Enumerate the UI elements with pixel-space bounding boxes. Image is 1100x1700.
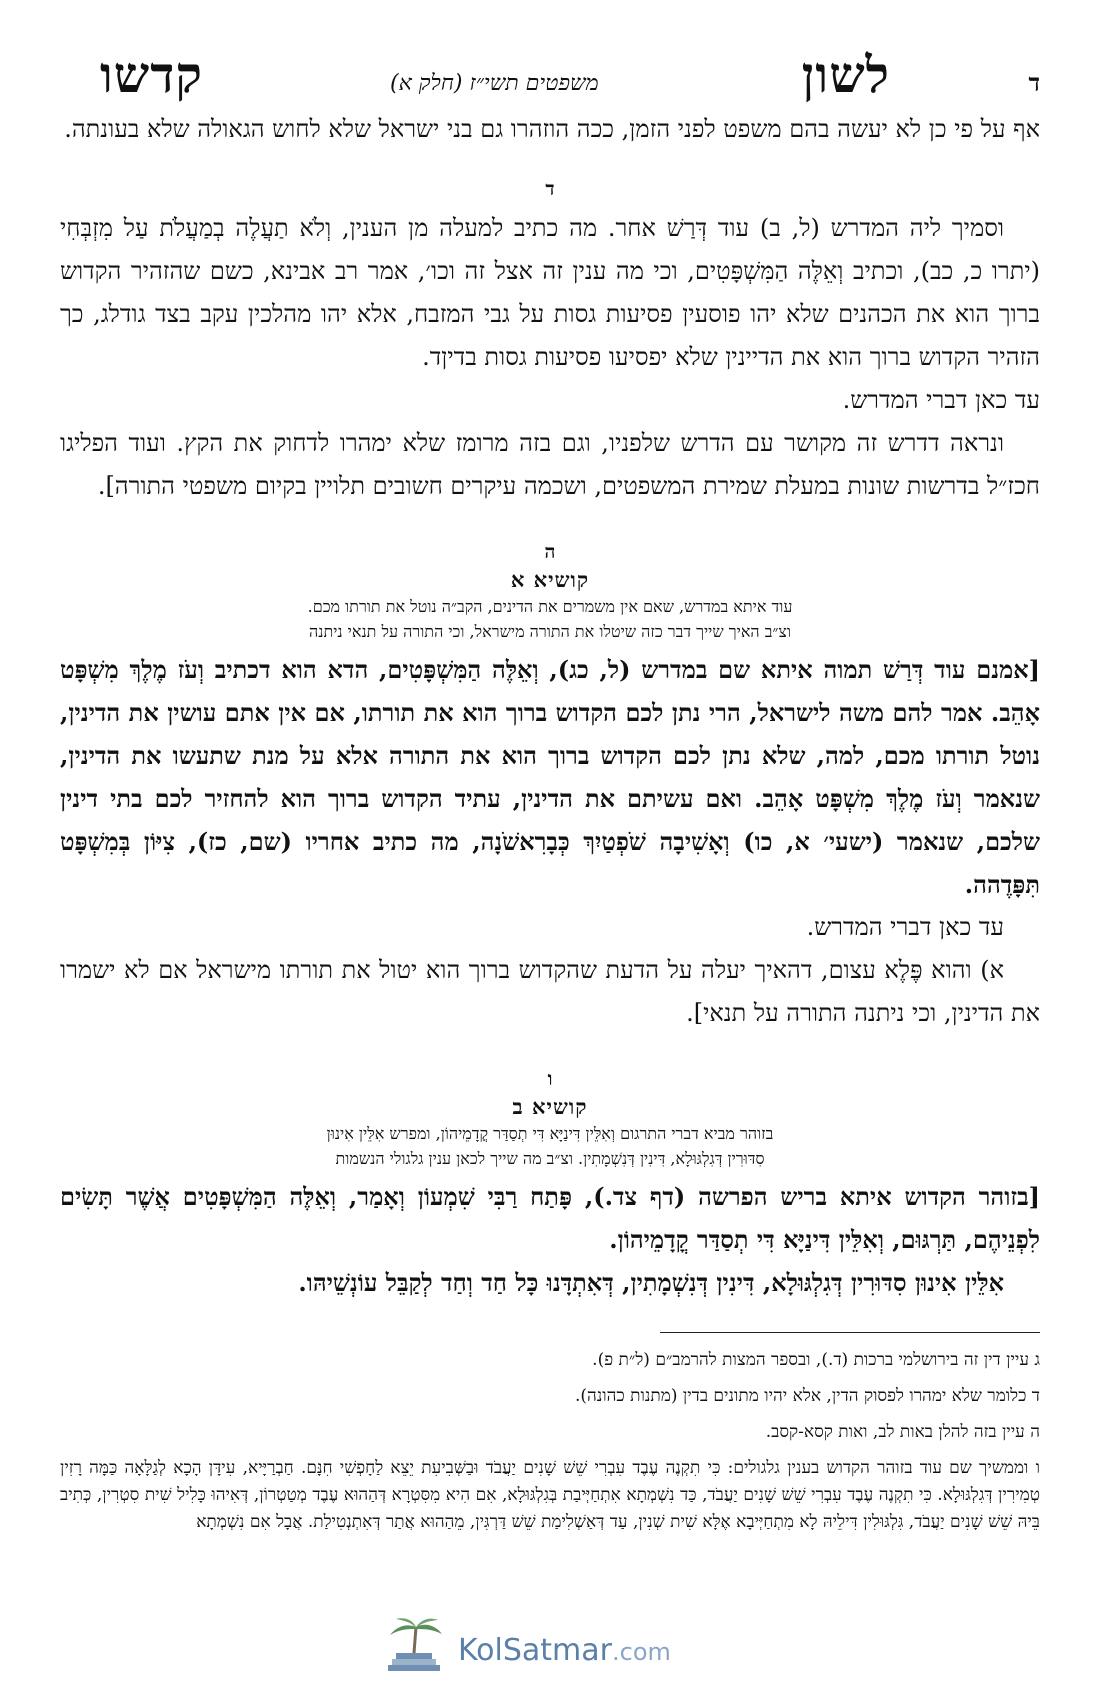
- footnote-v: ו וממשיך שם עוד בזוהר הקדוש בענין גלגולים: כִּי תִקְנֶה עֶבֶד עִבְרִי שֵׁשׁ שָׁנִים יַעֲבֹד וּבַשְּׁבִיעִת יֵצֵא לַחָפְשִׁי חִנָּם. חַבְרַיָּיא, עִידָּן הָכָא לְגַלָּאָה כַּמָּה רָזִין טְמִירִין דְּגִלְגּוּלָא. כִּי תִקְנֶה עֶבֶד עִבְרִי שֵׁשׁ שָׁנִים יַעֲבֹד, כַּד נִשְׁמְתָא אִתְחַיְּיבַת בְּגִלְגּוּלָא, אִם הִיא מִסִּטְרָא דְּהַהוּא עֶבֶד מְטַטְרוֹן, דְּאִיהוּ כָּלִיל שִׁית סִטְרִין, כְּתִיב בֵּיהּ שֵׁשׁ שָׁנִים יַעֲבֹד, גִּלְגּוּלִין דִּילֵיהּ לָא מִתְחַיְּיבָא אֶלָּא שִׁית שְׁנִין, עַד דְּאַשְׁלִימַת שֵׁשׁ דַּרְגִּין, מֵהַהוּא אֲתַר דְּאִתְנְטִילַת. אֲבָל אִם נִשְׁמְתָא: [60, 1458, 1040, 1532]
- document-page: [60, 40, 1040, 1545]
- section-h-paragraph-3: א) והוא פֶּלֶא עצום, דהאיך יעלה על הדעת שהקדוש ברוך הוא יטול את תורתו מישראל אם לא ישמרו את הדינין, וכי ניתנה התורה על תנאי].: [60, 956, 1040, 1027]
- section-h-paragraph-1: [אמנם עוד דְּרַשׁ תמוה איתא שם במדרש (ל, כג), וְאֵלֶּה הַמִּשְׁפָּטִים, הדא הוא דכתיב וְעֹז מֶלֶךְ מִשְׁפָּט אָהֵב. אמר להם משה לישראל, הרי נתן לכם הקדוש ברוך הוא את תורתו, אם אין אתם עושין את הדינין, נוטל תורתו מכם, למה, שלא נתן לכם הקדוש ברוך הוא את התורה אלא על מנת שתעשו את הדינין, שנאמר וְעֹז מֶלֶךְ מִשְׁפָּט אָהֵב. ואם עשיתם את הדינין, עתיד הקדוש ברוך הוא להחזיר לכם בתי דינין שלכם, שנאמר (ישעי׳ א, כו) וְאָשִׁיבָה שֹׁפְטַיִךְ כְּבָרִאשֹׁנָה, מה כתיב אחריו (שם, כז), צִיּוֹן בְּמִשְׁפָּט תִּפָּדֶהה.: [60, 655, 1040, 899]
- section-h-summary-line-2: וצ״ב האיך שייך דבר כזה שיטלו את התורה מישראל, וכי התורה על תנאי ניתנה: [309, 622, 791, 641]
- section-v-paragraph-1: [בזוהר הקדוש איתא בריש הפרשה (דף צד.), פָּתַח רַבִּי שִׁמְעוֹן וְאָמַר, וְאֵלֶּה הַמִּשְׁפָּטִים אֲשֶׁר תָּשִׂים לִפְנֵיהֶם, תַּרְגּוּם, וְאִלֵּין דִּינַיָּא דִּי תְסַדַּר קֳדָמֵיהוֹן.: [60, 1182, 1040, 1254]
- watermark-suffix: .com: [612, 1638, 671, 1666]
- running-title-word-2: קדשו: [100, 45, 203, 104]
- section-letter-v: ו: [547, 1068, 553, 1090]
- section-v-paragraph-2: אִלֵּין אִינוּן סִדּוּרִין דְּגִלְגּוּלָא, דִּינִין דְּנִשְׁמָתִין, דְּאִתְדָּנוּ כָּל חַד וְחַד לְקַבֵּל עוֹנְשֵׁיהּו.: [298, 1268, 1004, 1297]
- page-number: ד: [1028, 68, 1040, 97]
- page-header: [60, 40, 1040, 104]
- kolsatmar-watermark: [380, 1617, 710, 1687]
- running-title-word-1: לשון: [801, 45, 890, 104]
- section-v-summary-line-1: בזוהר מביא דברי התרגום וְאִלֵּין דִּינַיָּא דִּי תְסַדַּר קֳדָמֵיהוֹן, ומפרש אִלֵּין אִינוּן: [326, 1124, 774, 1143]
- running-subtitle: משפטים תשי״ז (חלק א): [390, 71, 599, 96]
- watermark-brand: KolSatmar: [458, 1633, 612, 1668]
- section-letter-h: ה: [544, 541, 556, 563]
- section-v-question-heading: קושיא ב: [512, 1094, 588, 1119]
- section-letter-d: ד: [545, 178, 555, 200]
- footnote-d: ד כלומר שלא ימהרו לפסוק הדין, אלא יהיו מתונים בדין (מתנות כהונה).: [574, 1386, 1040, 1406]
- footnote-g: ג עיין דין זה בירושלמי ברכות (ד.), ובספר המצות להרמב״ם (ל״ת פ).: [592, 1350, 1040, 1370]
- section-d-paragraph-3: ונראה דדרש זה מקושר עם הדרש שלפניו, וגם בזה מרומז שלא ימהרו לדחוק את הקץ. ועוד הפליגו חכז״ל בדרשות שונות במעלת שמירת המשפטים, ושכמה עיקרים חשובים תלויין בקיום משפטי התורה].: [60, 429, 1040, 500]
- section-d-paragraph-1: וסמיך ליה המדרש (ל, ב) עוד דְּרַשׁ אחר. מה כתיב למעלה מן הענין, וְלֹא תַעֲלֶה בְמַעֲלֹת עַל מִזְבְּחִי (יתרו כ, כב), וכתיב וְאֵלֶּה הַמִּשְׁפָּטִים, וכי מה ענין זה אצל זה וכו׳, אמר רב אבינא, כשם שהזהיר הקדוש ברוך הוא את הכהנים שלא יהו פוסעין פסיעות גסות על גבי המזבח, אלא יהו מהלכין עקב בצד גודלג, כך הזהיר הקדוש ברוך הוא את הדיינין שלא יפסיעו פסיעות גסות בדיןד.: [60, 214, 1040, 371]
- footnote-h: ה עיין בזה להלן באות לב, ואות קסא-קסב.: [765, 1422, 1040, 1442]
- footnote-separator: [660, 1332, 1040, 1333]
- intro-paragraph: אף על פי כן לא יעשה בהם משפט לפני הזמן, ככה הוזהרו גם בני ישראל שלא לחוש הגאולה שלא בעונתה.: [64, 115, 1040, 143]
- section-v-summary-line-2: סִדּוּרִין דְּגִלְגּוּלָא, דִּינִין דְּנִשְׁמָתִין. וצ״ב מה שייך לכאן ענין גלגולי הנשמות: [335, 1149, 765, 1168]
- section-h-question-heading: קושיא א: [510, 567, 590, 592]
- section-d-end-quote: עד כאן דברי המדרש.: [842, 386, 1040, 414]
- palm-tree-books-icon: [380, 1617, 450, 1687]
- section-h-summary-line-1: עוד איתא במדרש, שאם אין משמרים את הדינים, הקב״ה נוטל את תורתו מכם.: [307, 597, 793, 616]
- watermark-text: [458, 1633, 671, 1668]
- section-h-end-quote: עד כאן דברי המדרש.: [806, 913, 1004, 941]
